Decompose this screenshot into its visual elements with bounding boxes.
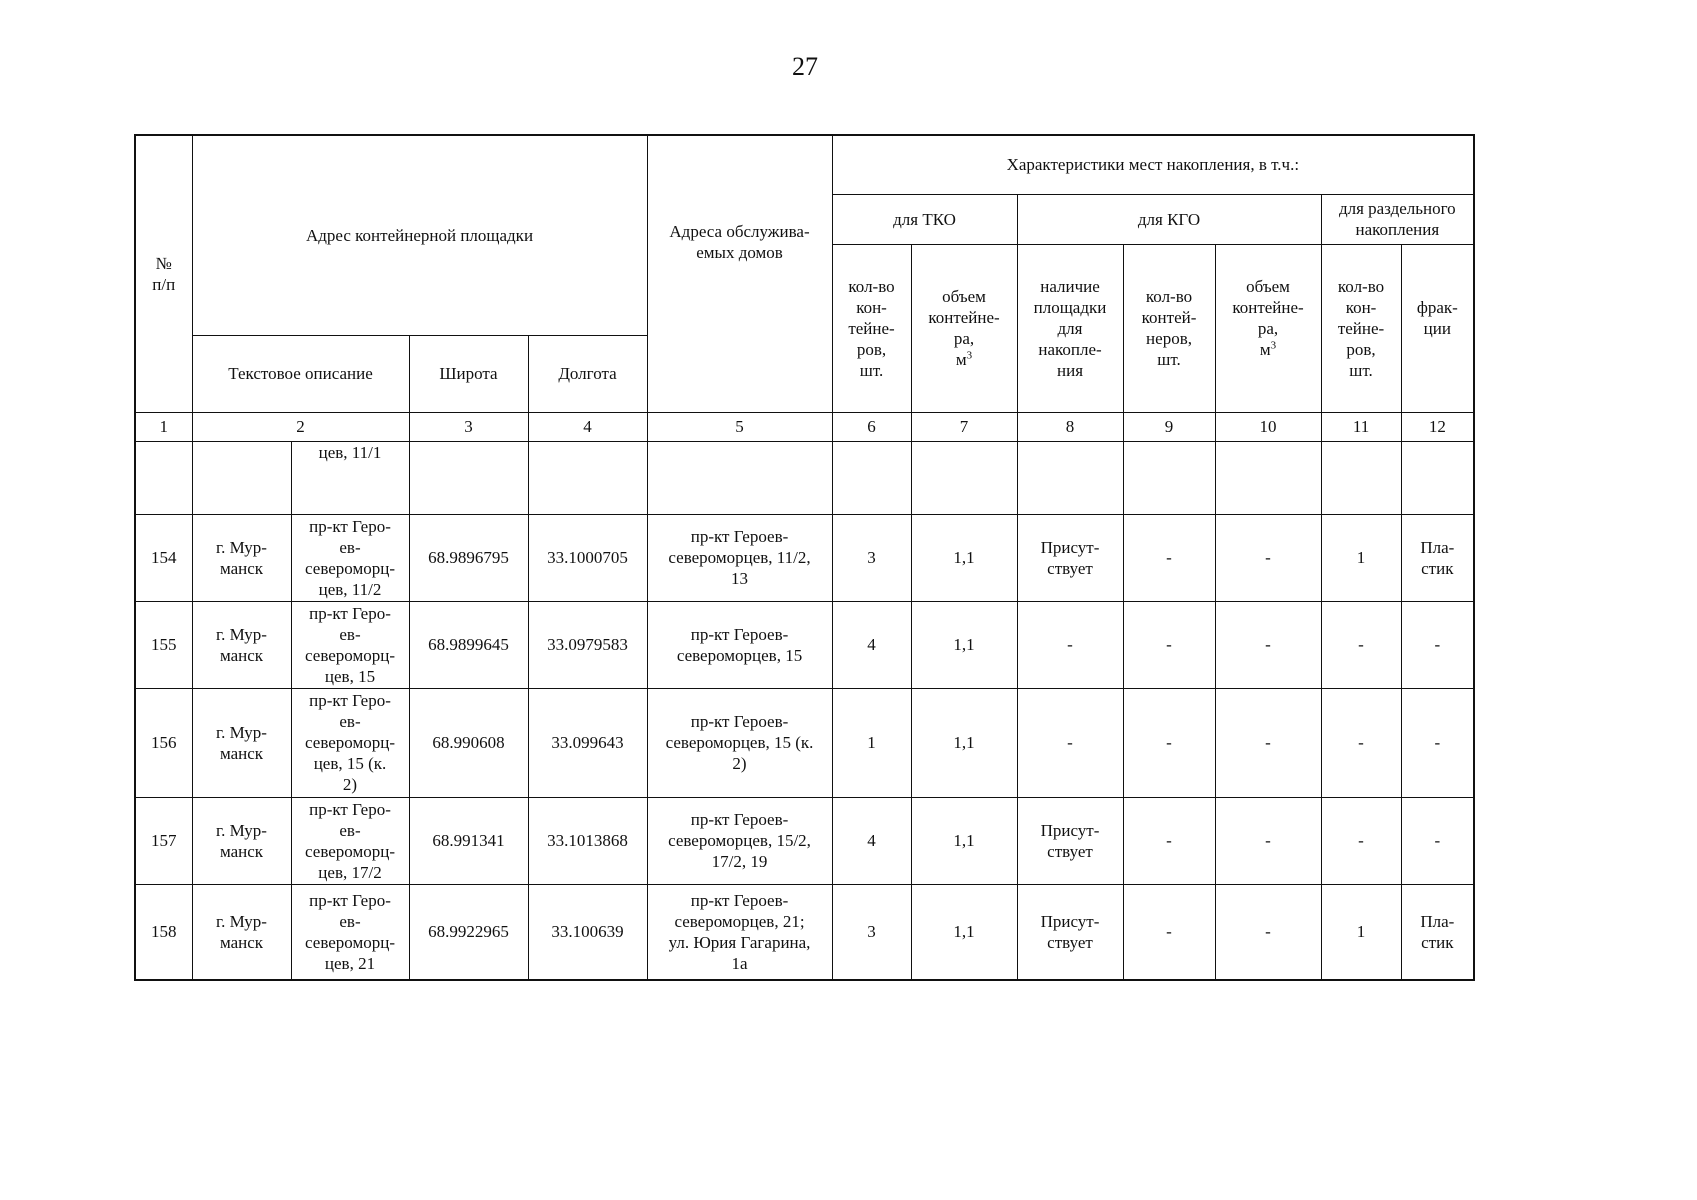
header-lat: Широта [409, 335, 528, 412]
col-number: 3 [409, 412, 528, 441]
page-number: 27 [792, 52, 818, 81]
row-served: пр-кт Героев- североморцев, 15/2, 17/2, 19 [647, 797, 832, 884]
row-lat: 68.9899645 [409, 601, 528, 688]
header-col11: кол-во кон- тейне- ров, шт. [1321, 244, 1401, 412]
header-lon: Долгота [528, 335, 647, 412]
row-num: 158 [135, 884, 192, 980]
header-col8: наличие площадки для накопле- ния [1017, 244, 1123, 412]
continuation-text: цев, 11/1 [291, 441, 409, 514]
row-c12: - [1401, 601, 1474, 688]
table-row [135, 601, 1474, 688]
header-separate: для раздельного накопления [1321, 194, 1474, 244]
row-num: 154 [135, 514, 192, 601]
row-c11: - [1321, 688, 1401, 797]
row-street: пр-кт Геро- ев- североморц- цев, 15 (к. 2) [291, 688, 409, 797]
col-number: 12 [1401, 412, 1474, 441]
row-c7: 1,1 [911, 601, 1017, 688]
col-number: 11 [1321, 412, 1401, 441]
row-street: пр-кт Геро- ев- североморц- цев, 17/2 [291, 797, 409, 884]
row-city: г. Мур- манск [192, 514, 291, 601]
row-street: пр-кт Геро- ев- североморц- цев, 15 [291, 601, 409, 688]
col-number: 5 [647, 412, 832, 441]
row-street: пр-кт Геро- ев- североморц- цев, 21 [291, 884, 409, 980]
row-c7: 1,1 [911, 688, 1017, 797]
row-c6: 3 [832, 884, 911, 980]
column-number-row [135, 412, 1474, 441]
row-c10: - [1215, 601, 1321, 688]
row-c6: 3 [832, 514, 911, 601]
row-served: пр-кт Героев- североморцев, 21; ул. Юрия Гагарина, 1а [647, 884, 832, 980]
row-c10: - [1215, 688, 1321, 797]
row-c6: 4 [832, 601, 911, 688]
row-lon: 33.099643 [528, 688, 647, 797]
header-tko: для ТКО [832, 194, 1017, 244]
row-served: пр-кт Героев- североморцев, 15 (к. 2) [647, 688, 832, 797]
row-c12: Пла- стик [1401, 884, 1474, 980]
row-lat: 68.9922965 [409, 884, 528, 980]
col-number: 4 [528, 412, 647, 441]
container-sites-table [134, 134, 1475, 981]
row-lon: 33.1013868 [528, 797, 647, 884]
header-row-1 [135, 135, 1474, 194]
row-c9: - [1123, 884, 1215, 980]
row-city: г. Мур- манск [192, 601, 291, 688]
row-lon: 33.0979583 [528, 601, 647, 688]
row-c9: - [1123, 601, 1215, 688]
header-characteristics: Характеристики мест накопления, в т.ч.: [832, 135, 1474, 194]
row-lon: 33.1000705 [528, 514, 647, 601]
col-number: 1 [135, 412, 192, 441]
row-lon: 33.100639 [528, 884, 647, 980]
header-address: Адрес контейнерной площадки [192, 135, 647, 335]
row-num: 157 [135, 797, 192, 884]
row-lat: 68.9896795 [409, 514, 528, 601]
row-lat: 68.991341 [409, 797, 528, 884]
row-c9: - [1123, 797, 1215, 884]
header-col9: кол-во контей- неров, шт. [1123, 244, 1215, 412]
row-c6: 1 [832, 688, 911, 797]
row-num: 155 [135, 601, 192, 688]
col-number: 6 [832, 412, 911, 441]
row-c7: 1,1 [911, 514, 1017, 601]
row-c12: - [1401, 688, 1474, 797]
row-c12: Пла- стик [1401, 514, 1474, 601]
row-c10: - [1215, 884, 1321, 980]
header-col12: фрак- ции [1401, 244, 1474, 412]
row-c11: - [1321, 601, 1401, 688]
continuation-row [135, 441, 1474, 514]
col-number: 10 [1215, 412, 1321, 441]
row-c7: 1,1 [911, 884, 1017, 980]
col-number: 9 [1123, 412, 1215, 441]
row-c6: 4 [832, 797, 911, 884]
row-c7: 1,1 [911, 797, 1017, 884]
row-c11: - [1321, 797, 1401, 884]
row-c8: - [1017, 601, 1123, 688]
row-street: пр-кт Геро- ев- североморц- цев, 11/2 [291, 514, 409, 601]
row-city: г. Мур- манск [192, 797, 291, 884]
header-num: № п/п [135, 135, 192, 412]
row-c12: - [1401, 797, 1474, 884]
table-row [135, 797, 1474, 884]
row-c8: - [1017, 688, 1123, 797]
header-text-desc: Текстовое описание [192, 335, 409, 412]
header-col7: объем контейне- ра, $м^3$ [911, 244, 1017, 412]
row-lat: 68.990608 [409, 688, 528, 797]
col-number: 2 [192, 412, 409, 441]
row-served: пр-кт Героев- североморцев, 15 [647, 601, 832, 688]
col-number: 8 [1017, 412, 1123, 441]
row-served: пр-кт Героев- североморцев, 11/2, 13 [647, 514, 832, 601]
header-col6: кол-во кон- тейне- ров, шт. [832, 244, 911, 412]
table-row [135, 688, 1474, 797]
row-c11: 1 [1321, 884, 1401, 980]
row-c8: Присут- ствует [1017, 797, 1123, 884]
header-kgo: для КГО [1017, 194, 1321, 244]
row-c10: - [1215, 514, 1321, 601]
row-c8: Присут- ствует [1017, 514, 1123, 601]
row-c10: - [1215, 797, 1321, 884]
row-c8: Присут- ствует [1017, 884, 1123, 980]
row-num: 156 [135, 688, 192, 797]
row-city: г. Мур- манск [192, 688, 291, 797]
row-c9: - [1123, 514, 1215, 601]
header-served-addresses: Адреса обслужива- емых домов [647, 135, 832, 412]
header-col10: объем контейне- ра, $м^3$ [1215, 244, 1321, 412]
row-c9: - [1123, 688, 1215, 797]
row-city: г. Мур- манск [192, 884, 291, 980]
table-row [135, 514, 1474, 601]
row-c11: 1 [1321, 514, 1401, 601]
table-row [135, 884, 1474, 980]
col-number: 7 [911, 412, 1017, 441]
